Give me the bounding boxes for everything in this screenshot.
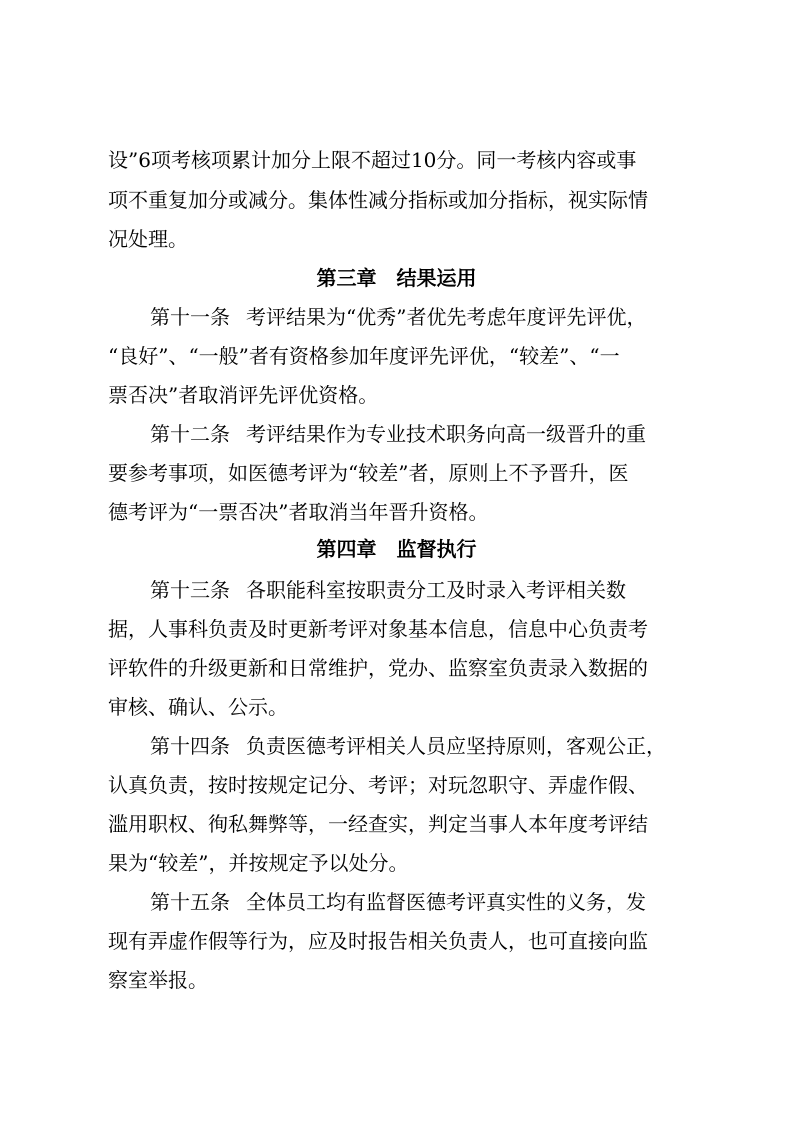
text-line: 况处理。 xyxy=(108,227,188,251)
chapter-title: 结果运用 xyxy=(396,266,477,290)
article-text: 考评结果作为专业技术职务向高一级晋升的重 xyxy=(246,422,646,446)
text-line: 现有弄虚作假等行为，应及时报告相关负责人，也可直接向监 xyxy=(108,929,648,953)
article-11-first-line xyxy=(150,305,646,329)
text-line: 审核、确认、公示。 xyxy=(108,695,288,719)
article-number: 第十二条 xyxy=(150,422,230,446)
article-number: 第十四条 xyxy=(150,734,230,758)
text-line: 德考评为“一票否决”者取消当年晋升资格。 xyxy=(108,500,489,524)
article-14-first-line xyxy=(150,734,666,758)
article-number: 第十一条 xyxy=(150,305,230,329)
text-line: “良好”、“一般”者有资格参加年度评先评优，“较差”、“一 xyxy=(108,344,620,368)
article-text: 考评结果为“优秀”者优先考虑年度评先评优， xyxy=(246,305,647,329)
text-line: 察室举报。 xyxy=(108,968,208,992)
text-line: 滥用职权、徇私舞弊等，一经查实，判定当事人本年度考评结 xyxy=(108,812,648,836)
article-12-first-line xyxy=(150,422,646,446)
article-15-first-line xyxy=(150,890,646,914)
chapter-heading-3 xyxy=(0,266,793,290)
article-text: 各职能科室按职责分工及时录入考评相关数 xyxy=(246,578,626,602)
article-number: 第十五条 xyxy=(150,890,230,914)
text-line: 设”6项考核项累计加分上限不超过10分。同一考核内容或事 xyxy=(108,148,637,172)
text-line: 认真负责，按时按规定记分、考评；对玩忽职守、弄虚作假、 xyxy=(108,773,648,797)
article-text: 全体员工均有监督医德考评真实性的义务，发 xyxy=(246,890,646,914)
chapter-number: 第四章 xyxy=(316,537,377,561)
text-line: 票否决”者取消评先评优资格。 xyxy=(108,383,379,407)
text-line: 评软件的升级更新和日常维护，党办、监察室负责录入数据的 xyxy=(108,656,648,680)
chapter-heading-4 xyxy=(0,537,793,561)
text-line: 项不重复加分或减分。集体性减分指标或加分指标，视实际情 xyxy=(108,188,648,212)
chapter-title: 监督执行 xyxy=(396,537,477,561)
text-line: 据，人事科负责及时更新考评对象基本信息，信息中心负责考 xyxy=(108,617,648,641)
chapter-number: 第三章 xyxy=(316,266,377,290)
article-number: 第十三条 xyxy=(150,578,230,602)
text-line: 要参考事项，如医德考评为“较差”者，原则上不予晋升，医 xyxy=(108,461,629,485)
text-line: 果为“较差”，并按规定予以处分。 xyxy=(108,851,409,875)
article-text: 负责医德考评相关人员应坚持原则，客观公正， xyxy=(246,734,666,758)
article-13-first-line xyxy=(150,578,626,602)
